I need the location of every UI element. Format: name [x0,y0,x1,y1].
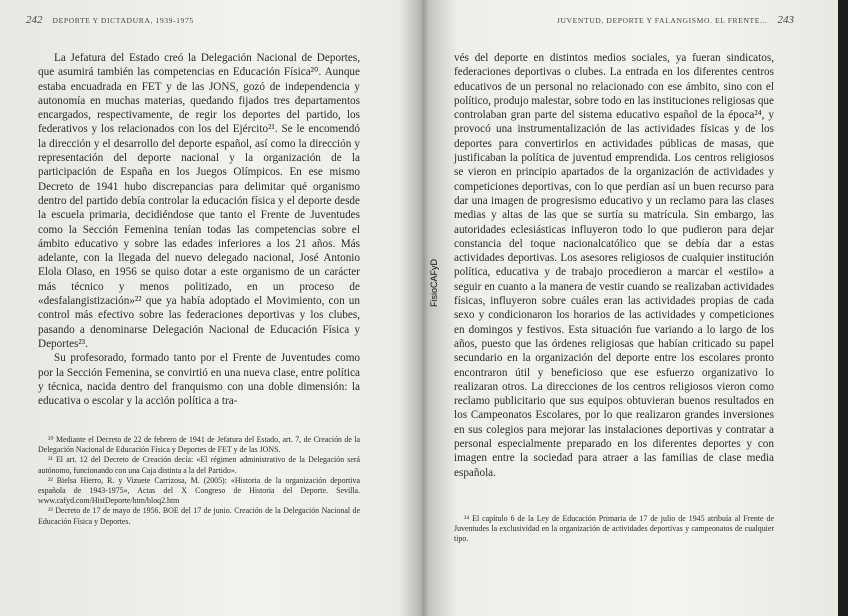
left-running-head-title: DEPORTE Y DICTADURA, 1939-1975 [52,16,194,25]
footnote-22: ²² Bielsa Hierro, R. y Vizuete Carrizosa, M. (2005): «Historia de la organización deportiva española de 1943-1975», Actas del X Congreso de Historia del Deporte. Sevilla. www.cafyd.com/HistDeporte/htm/bloq2.htm [38,475,360,506]
right-footnotes [454,514,774,545]
right-body-text [454,51,774,480]
footnote-21: ²¹ El art. 12 del Decreto de Creación decía: «El régimen administrativo de la Delegación será autónomo, funcionando con una Caja distinta a la del Partido». [38,455,360,475]
left-body-text [38,51,360,408]
left-running-head [26,14,194,26]
right-page [424,0,848,616]
footnote-23: ²³ Decreto de 17 de mayo de 1956. BOE del 17 de junio. Creación de la Delegación Nacional de Educación Física y Deportes. [38,506,360,526]
right-running-head [557,14,794,26]
left-footnotes [38,435,360,527]
left-paragraph: La Jefatura del Estado creó la Delegación Nacional de Deportes, que asumirá también las competencias en Educación Física²⁰. Aunque estaba encuadrada en FET y de las JONS, gozó de independencia y autonomía en muchas materias, quedando fijados tres departamentos encargados, respectivamente, de regir los deportes del partido, los federativos y los relacionados con los del Ejército²¹. Se le encomendó la dirección y el desarrollo del deporte español, así como la dirección y representación del deporte nacional y la organización de la participación de España en los Juegos Olímpicos. En ese mismo Decreto de 1941 hubo discrepancias para delimitar qué organismo dentro del partido debía controlar la educación física y el deporte desde la escuela primaria, decidiéndose que tanto el Frente de Juventudes como la Sección Femenina tenían todas las competencias sobre el ámbito educativo y sobre las edades inferiores a los 21 años. Más adelante, con la llegada del nuevo delegado nacional, José Antonio Elola Olaso, en 1956 se quiso dotar a este organismo de un carácter más técnico y menos politizado, en un proceso de «desfalangistización»²² que ya había adoptado el Movimiento, con un control más efectivo sobre las federaciones deportivas y los clubes, pasando a denominarse Delegación Nacional de Educación Física y Deportes²³. [38,52,360,350]
left-paragraph: Su profesorado, formado tanto por el Frente de Juventudes como por la Sección Femenina, se convirtió en una nueva clase, entre política y técnica, nacida dentro del franquismo con una doble dimensión: la educativa o escolar y la acción política a tra- [38,352,360,408]
right-paragraph: vés del deporte en distintos medios sociales, ya fueran sindicatos, federaciones deportivas o clubes. La entrada en los diferentes centros educativos de un personal no relacionado con ese ámbito, sino con el político, produjo malestar, sobre todo en las instituciones religiosas que controlaban gran parte del sistema educativo español de la época²⁴, y provocó una instrumentalización de las actividades físicas y de los deportes para convertirlos en actividades públicas de masas, que justificaban la política de juventud emprendida. Los centros religiosos se vieron en principio apartados de la organización de actividades y competiciones deportivas, con lo que perdían así un buen recurso para dar una imagen de progresismo educativo y un reclamo para las clases medias y altas de las que se surtía su matrícula. Sin embargo, las autoridades eclesiásticas influyeron todo lo que pudieron para dejar constancia del toque nacionalcatólico que se debía dar a estas actividades deportivas. Los asesores religiosos de cualquier institución política, educativa y de trabajo procedieron a marcar el «estilo» a seguir en cuanto a la manera de vestir cuando se realizaban actividades físicas, influyeron sobre cuáles eran las actividades propias de cada sexo y condicionaron los horarios de las actividades y competiciones en domingos y festivos. Esta situación fue variando a lo largo de los años, puesto que las órdenes religiosas que habían criticado su papel secundario en la organización del deporte entre los escolares pronto encontraron útil y beneficioso que ese esfuerzo organizativo lo realizaran otros. La direcciones de los centros religiosos vieron como reclamo publicitario que sus equipos obtuvieran buenos resultados en los Campeonatos Escolares, por lo que realizaron grandes inversiones en sus colegios para mejorar las instalaciones deportivas y contratar a personal especialmente preparado en los diferentes deportes y con imagen entre la sociedad para atraer a las familias de clase media española. [454,52,774,479]
right-page-number: 243 [777,14,794,26]
footnote-24: ²⁴ El capítulo 6 de la Ley de Educación Primaria de 17 de julio de 1945 atribuía al Frente de Juventudes la exclusividad en la organización de actividades deportivas y campeonatos de cualquier tipo. [454,514,774,544]
left-page-number: 242 [26,14,43,26]
gutter-stamp: FisioCAFyD [429,258,440,308]
right-running-head-title: JUVENTUD, DEPORTE Y FALANGISMO. EL FRENTE... [556,16,768,25]
footnote-20: ²⁰ Mediante el Decreto de 22 de febrero de 1941 de Jefatura del Estado, art. 7, de Creación de la Delegación Nacional de Educación Física y Deportes de FET y de las JONS. [38,435,360,455]
scan-edge [838,0,848,616]
